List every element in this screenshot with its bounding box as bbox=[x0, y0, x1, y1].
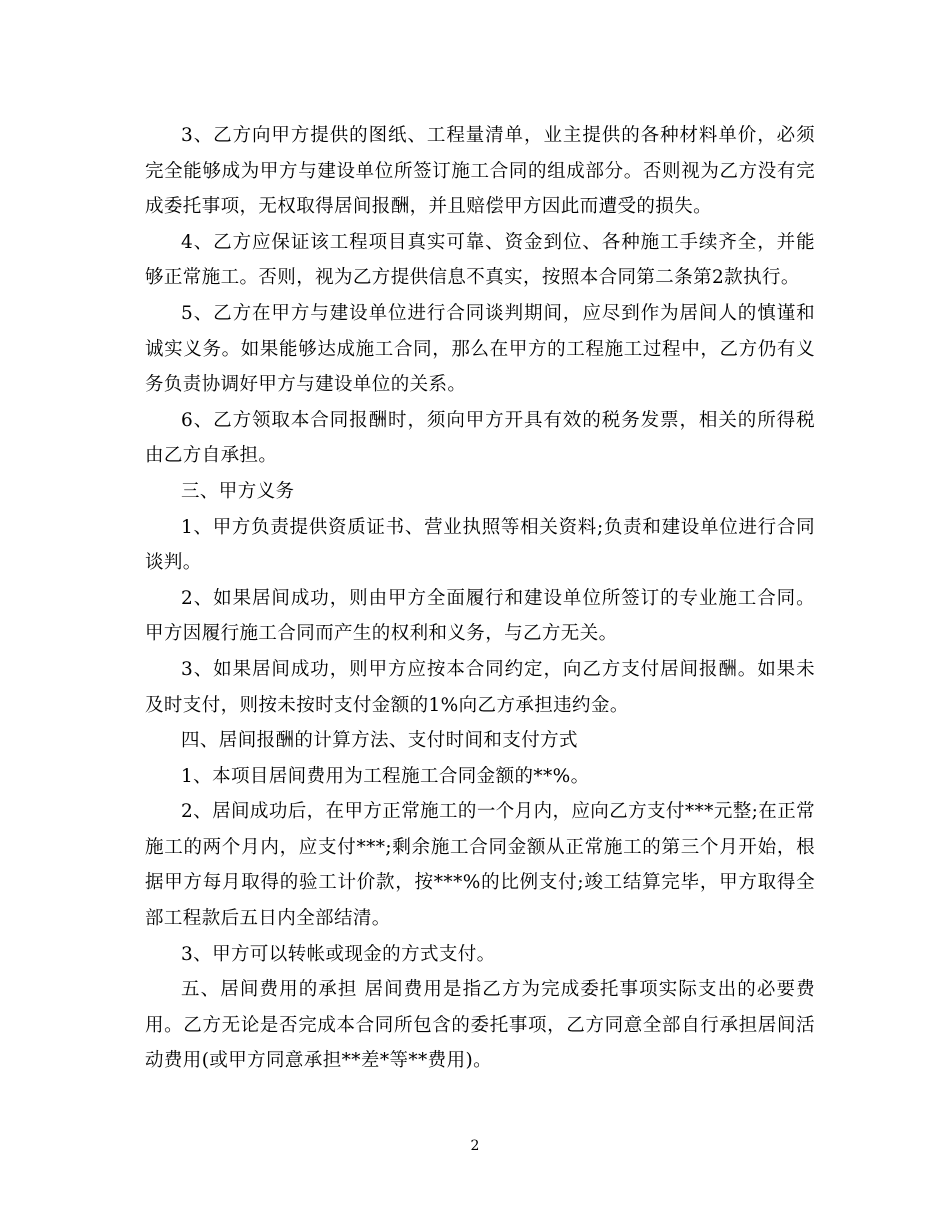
paragraph-clause-3: 3、乙方向甲方提供的图纸、工程量清单，业主提供的各种材料单价，必须完全能够成为甲方与建设单位所签订施工合同的组成部分。否则视为乙方没有完成委托事项，无权取得居间报酬，并且赔偿甲方因此而遭受的损失。 bbox=[145, 125, 815, 218]
paragraph-clause-4: 4、乙方应保证该工程项目真实可靠、资金到位、各种施工手续齐全，并能够正常施工。否则，视为乙方提供信息不真实，按照本合同第二条第2款执行。 bbox=[145, 231, 815, 289]
section-heading-party-a-obligations: 三、甲方义务 bbox=[181, 480, 295, 502]
paragraph-clause-5: 5、乙方在甲方与建设单位进行合同谈判期间，应尽到作为居间人的慎谨和诚实义务。如果能够达成施工合同，那么在甲方的工程施工过程中，乙方仍有义务负责协调好甲方与建设单位的关系。 bbox=[145, 302, 815, 396]
paragraph-clause-6: 6、乙方领取本合同报酬时，须向甲方开具有效的税务发票，相关的所得税由乙方自承担。 bbox=[145, 409, 815, 467]
paragraph-party-a-2: 2、如果居间成功，则由甲方全面履行和建设单位所签订的专业施工合同。甲方因履行施工合同而产生的权利和义务，与乙方无关。 bbox=[145, 587, 815, 645]
paragraph-remuneration-1: 1、本项目居间费用为工程施工合同金额的**%。 bbox=[181, 765, 590, 787]
paragraph-remuneration-3: 3、甲方可以转帐或现金的方式支付。 bbox=[181, 943, 496, 965]
paragraph-party-a-1: 1、甲方负责提供资质证书、营业执照等相关资料;负责和建设单位进行合同谈判。 bbox=[145, 516, 815, 574]
paragraph-party-a-3: 3、如果居间成功，则甲方应按本合同约定，向乙方支付居间报酬。如果未及时支付，则按未按时支付金额的1%向乙方承担违约金。 bbox=[145, 658, 815, 716]
paragraph-remuneration-2: 2、居间成功后，在甲方正常施工的一个月内，应向乙方支付***元整;在正常施工的两个月内，应支付***;剩余施工合同金额从正常施工的第三个月开始，根据甲方每月取得的验工计价款，按***%的比例支付;竣工结算完毕，甲方取得全部工程款后五日内全部结清。 bbox=[145, 801, 815, 930]
section-heading-remuneration: 四、居间报酬的计算方法、支付时间和支付方式 bbox=[181, 730, 578, 752]
page-number: 2 bbox=[470, 1138, 480, 1154]
document-body bbox=[145, 118, 815, 1079]
section-heading-expenses: 五、居间费用的承担 居间费用是指乙方为完成委托事项实际支出的必要费用。乙方无论是否完成本合同所包含的委托事项，乙方同意全部自行承担居间活动费用(或甲方同意承担**差*等**费用)。 bbox=[145, 979, 815, 1072]
